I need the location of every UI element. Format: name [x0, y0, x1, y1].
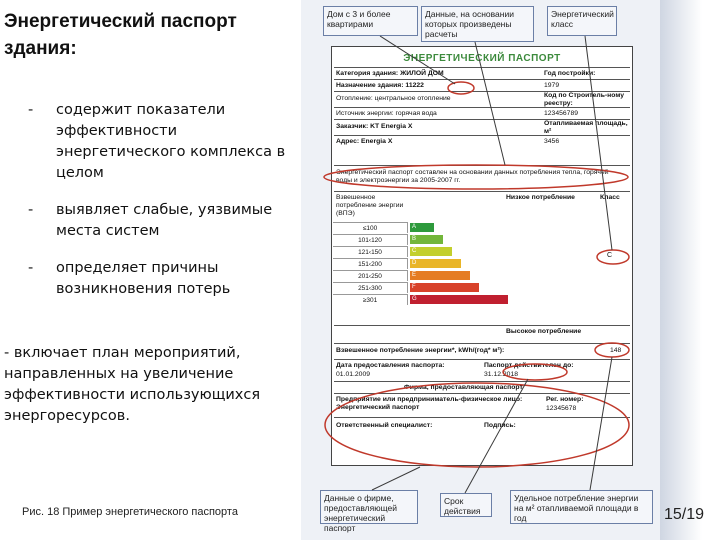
- high-consumption-label: Высокое потребление: [506, 328, 582, 335]
- class-bar: A: [410, 223, 434, 232]
- registry-code: 123456789: [544, 110, 579, 117]
- low-consumption-label: Низкое потребление: [506, 194, 575, 201]
- callout-firm-data: Данные о фирме, предоставляющей энергетический паспорт: [320, 490, 418, 524]
- firm-header: Фирма, предоставляющая паспорт: [404, 384, 523, 391]
- specialist-label: Ответственный специалист:: [336, 422, 433, 429]
- build-year: 1979: [544, 82, 560, 89]
- passport-header: ЭНЕРГЕТИЧЕСКИЙ ПАСПОРТ: [403, 53, 561, 64]
- data-basis-text: Энергетический паспорт составлен на основании данных потребления тепла, горячей воды и электроэнергии за 2005-2007 гг.: [336, 169, 609, 184]
- highlight-ellipse: [597, 250, 629, 264]
- highlight-ellipse: [448, 82, 474, 94]
- building-category: Категория здания: ЖИЛОЙ ДОМ: [336, 70, 444, 77]
- class-label: Класс: [600, 194, 620, 201]
- customer: Заказчик: KT Energia X: [336, 123, 413, 130]
- heated-area: 3456: [544, 138, 560, 145]
- weighted-value: 148: [610, 347, 622, 354]
- class-range: 201‹250: [333, 270, 408, 281]
- valid-until-date: 31.12.2018: [484, 371, 519, 378]
- building-class-value: C: [607, 252, 613, 259]
- class-range: 151‹200: [333, 258, 408, 269]
- bullet-plan: - включает план мероприятий, направленных на увеличение эффективности использующихся энергоресурсов.: [4, 345, 261, 424]
- bullet-text: содержит показатели эффективности энергетического комплекса в целом: [56, 102, 286, 181]
- registry-code-label: Код по Строитель-ному реестру:: [544, 92, 625, 107]
- issue-date: 01.01.2009: [336, 371, 371, 378]
- class-bar: G: [410, 295, 508, 304]
- building-purpose: Назначение здания: 11222: [336, 82, 424, 89]
- bullet-text: определяет причины возникновения потерь: [56, 260, 231, 297]
- slide-title: Энергетический паспорт здания:: [4, 11, 237, 59]
- page-number: 15/19: [664, 506, 705, 523]
- class-range: ≥301: [333, 294, 408, 305]
- bullet-dash: -: [28, 260, 34, 276]
- reg-number-label: Рег. номер:: [546, 396, 584, 403]
- highlight-ellipse: [595, 343, 629, 357]
- callout-pointer: [380, 36, 455, 84]
- highlight-ellipse: [324, 165, 628, 189]
- bullet-dash: -: [28, 202, 34, 218]
- issue-date-label: Дата предоставления паспорта:: [336, 362, 445, 369]
- class-range: 101‹120: [333, 234, 408, 245]
- firm-name: Предприятие или предприниматель-физическое лицо: Энергетический паспорт: [336, 396, 523, 411]
- highlight-ellipse: [503, 364, 567, 380]
- callout-pointer: [585, 36, 612, 250]
- class-bar: B: [410, 235, 443, 244]
- class-bar: D: [410, 259, 461, 268]
- figure-caption: Рис. 18 Пример энергетического паспорта: [22, 506, 238, 518]
- bullet-dash: -: [28, 102, 34, 118]
- callout-pointer: [475, 42, 505, 165]
- bullet-text: выявляет слабые, уязвимые места систем: [56, 202, 273, 239]
- build-year-label: Год постройки:: [544, 70, 596, 77]
- callout-validity: Срок действия: [440, 493, 492, 517]
- class-range: ≤100: [333, 222, 408, 233]
- callout-specific-consumption: Удельное потребление энергии на м² отапливаемой площади в год: [510, 490, 653, 524]
- callout-apartment-house: Дом с 3 и более квартирами: [323, 6, 418, 36]
- callout-pointer: [465, 379, 528, 493]
- weighted-value-label: Взвешенное потребление энергии*, kWh/(год* м²):: [336, 347, 505, 354]
- class-range: 121‹150: [333, 246, 408, 257]
- class-bar: E: [410, 271, 470, 280]
- class-bar: C: [410, 247, 452, 256]
- valid-until-label: Паспорт действителен до:: [484, 362, 574, 369]
- address: Адрес: Energia X: [336, 138, 393, 145]
- reg-number: 12345678: [546, 405, 577, 412]
- energy-source: Источник энергии: горячая вода: [336, 110, 437, 117]
- callout-pointer: [590, 357, 612, 490]
- callout-pointer: [372, 467, 420, 490]
- class-range: 251‹300: [333, 282, 408, 293]
- heated-area-label: Отапливаемая площадь, м²: [544, 120, 628, 135]
- weighted-consumption-label: Взвешенное потребление энергии (ВПЭ): [336, 194, 404, 217]
- heating-type: Отопление: центральное отопление: [336, 95, 451, 102]
- callout-energy-class: Энергетический класс: [547, 6, 617, 36]
- class-bar: F: [410, 283, 479, 292]
- highlight-ellipse: [325, 383, 629, 467]
- signature-label: Подпись:: [484, 422, 516, 429]
- callout-data-basis: Данные, на основании которых произведены расчеты: [421, 6, 534, 42]
